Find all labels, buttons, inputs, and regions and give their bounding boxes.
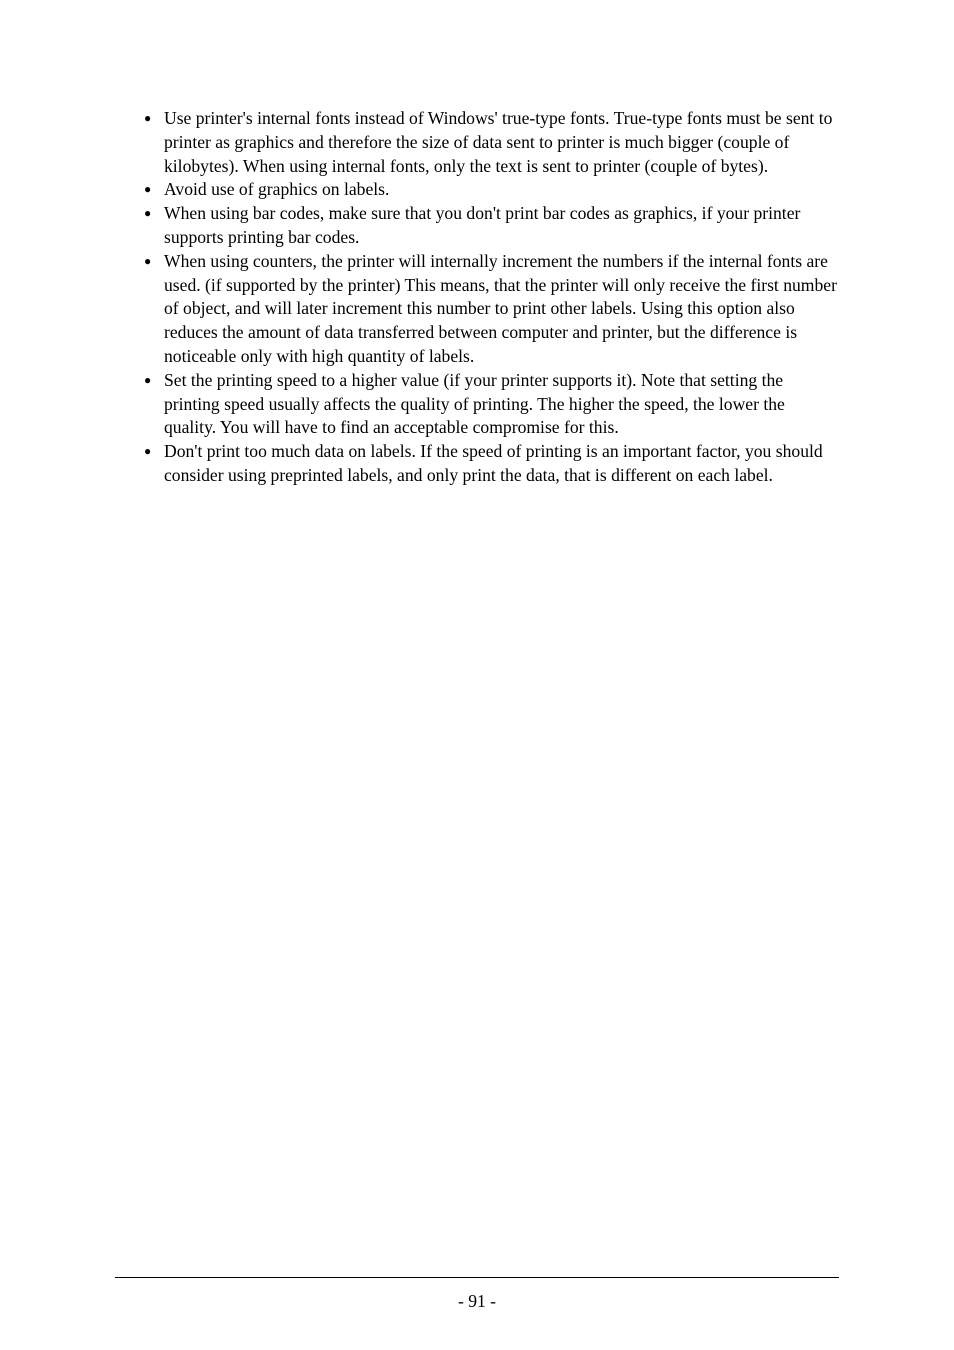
list-item xyxy=(140,107,840,178)
list-item-text: When using counters, the printer will internally increment the numbers if the internal fonts are used. (if supported by the printer) This means, that the printer will only receive the first number of object, and will later increment this number to print other labels. Using this option also reduces the amount of data transferred between computer and printer, but the difference is noticeable only with high quantity of labels. xyxy=(164,250,837,366)
list-item-text: Use printer's internal fonts instead of Windows' true-type fonts. True-type fonts must be sent to printer as graphics and therefore the size of data sent to printer is much bigger (couple of kilobytes). When using internal fonts, only the text is sent to printer (couple of bytes). xyxy=(164,108,833,176)
bullet-icon: ● xyxy=(144,182,152,197)
list-item xyxy=(140,202,840,250)
bullet-icon: ● xyxy=(144,372,152,387)
list-item xyxy=(140,250,840,369)
list-item xyxy=(140,369,840,440)
tips-bullet-list xyxy=(140,107,840,488)
bullet-icon: ● xyxy=(144,253,152,268)
list-item xyxy=(140,178,840,202)
list-item xyxy=(140,440,840,488)
bullet-icon: ● xyxy=(144,111,152,125)
list-item-text: Set the printing speed to a higher value (if your printer supports it). Note that setting the printing speed usually affects the quality of printing. The higher the speed, the lower the quality. You will have to find an acceptable compromise for this. xyxy=(164,369,785,438)
bullet-icon: ● xyxy=(144,444,152,459)
list-item-text: When using bar codes, make sure that you don't print bar codes as graphics, if your printer supports printing bar codes. xyxy=(164,203,801,247)
list-item-text: Don't print too much data on labels. If the speed of printing is an important factor, you should consider using preprinted labels, and only print the data, that is different on each label. xyxy=(164,441,823,485)
footer-divider xyxy=(115,1277,839,1278)
page-number: - 91 - xyxy=(457,1291,497,1311)
list-item-text: Avoid use of graphics on labels. xyxy=(164,179,390,200)
bullet-icon: ● xyxy=(144,206,152,221)
